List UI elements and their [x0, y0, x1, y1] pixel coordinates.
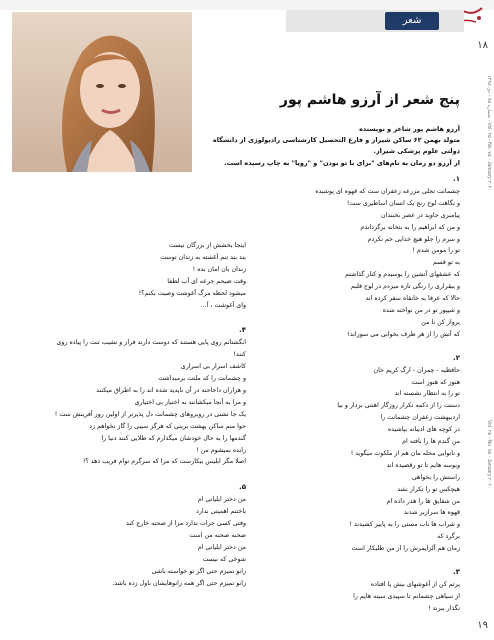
- poem-line: زمان هم آلزایمرش را از من طلبکار است: [351, 545, 460, 553]
- poem-line: شوخی که نیست: [202, 555, 246, 563]
- poem-line: وقتی کسی جرات ندارد مرا از صحنه خارج کند: [126, 520, 246, 528]
- poem-line: و شراب ها ناب مستی را به پاییز کشیدند !: [349, 521, 460, 529]
- poem-line: و چشمانت را که ملتت برمیداشت: [158, 375, 246, 383]
- poem-spacer: [254, 341, 460, 353]
- side-caption-top: شماره ۷۵ - دی ۱۳۹۸ - Vol. ۲۵ - No. ۷۵ - January ۲۰۲۰: [486, 75, 492, 192]
- poem-line: اصلا مگر ابلیس بیکارست که مرا که سرگرم توام فریب دهد ؟!: [82, 458, 246, 466]
- poem-line: یک جا تشنی در روبروهای چشمانت دل پذیرتر از اولین روز آفرینش ست !: [54, 410, 246, 418]
- poem-line: اینجا بخشش از بزرگان نیست: [169, 242, 246, 249]
- poem-line: کنند!: [233, 351, 246, 359]
- poem-line: من دختر ایلیاتی ام: [197, 543, 246, 551]
- top-band: [0, 0, 494, 10]
- poem-line: پیامبری جاوید در عصر بخبندان: [381, 211, 460, 219]
- author-intro: [198, 124, 460, 169]
- page-number: ۱۸: [477, 40, 488, 51]
- poem-spacer: [12, 468, 246, 482]
- poems-left-column: [12, 240, 246, 589]
- poem-line: زانو تمیزم حتی اگر تو خواسته باشی: [151, 567, 246, 575]
- poem-line: دستت را از دکمه تکرار روزگار اهنتی بردار و بیا: [337, 402, 460, 410]
- poem-line: زندان بان امان بده !: [192, 265, 246, 273]
- poem-line: قهوه ها سرازیر شدند: [403, 509, 460, 517]
- poem-line: راستش را بخواهی: [411, 473, 460, 481]
- poem-line: رانده نمیشوم من !: [196, 446, 246, 454]
- poem-line: که عشقهای آتشین را بوسیدم و کنار گذاشتم: [344, 271, 460, 279]
- poem-line: نگذار ببرند !: [427, 604, 460, 612]
- poem-line: صحنه صحنه من است: [189, 531, 246, 539]
- poem-line: و من که ابراهیم را به بتخانه برگرداندم: [360, 223, 460, 231]
- poem-line: کاشف اسرار بی اسراری: [180, 363, 246, 371]
- poem-spacer: [12, 311, 246, 325]
- poem-line: میشود لحظه مرگ آغوشت وصیت بکنم؟!: [138, 289, 246, 297]
- poem-line: من گندم ها را بافته ام: [402, 438, 460, 446]
- poem-line: تو را مومن شدم !: [412, 247, 460, 255]
- poem-line: پرتم کن از آغوشهای بیش پا افتاده: [370, 581, 460, 588]
- poem-line: هیچکس تو را تکرار نشد: [397, 485, 460, 493]
- intro-line: دولتی علوم پزشکی شیراز.: [373, 147, 460, 156]
- poem-line: بند بند تنم آغشته به زندان توست: [160, 253, 246, 261]
- poem-line: برگرد که: [437, 533, 460, 541]
- intro-line: آرزو هاشم پور شاعر و نویسنده: [359, 125, 460, 133]
- poem-line: حالا که عرفا به خانقاه سفر کرده اند: [365, 295, 460, 303]
- poem-line: هنوز که هنوز است: [411, 378, 460, 386]
- poem-line: وقت ضیحم جرعه ای آب لطفا: [167, 277, 246, 285]
- poem-line: چشمانت تجلی مزرعه زعفران ست که قهوه ای پوشیده: [315, 187, 460, 195]
- side-caption-bottom: Vol. ۲۵ - No. ۷۵ - January ۲۰۲۰: [486, 420, 492, 489]
- poem-spacer: [254, 555, 460, 567]
- poem-line: زانو تمیزم حتی اگر همه زانوهایشان ناول زده باشد.: [112, 579, 246, 587]
- poems-right-column: [254, 174, 460, 615]
- poem-line: از سیاهی چشمانم تا سپیدی سینه هایم را: [353, 592, 460, 600]
- poem-line: در کوچه های ادیبانه بپاشیده: [387, 426, 460, 434]
- poem-line: پرواز کن تا من: [421, 318, 460, 326]
- poem-number: ۲.: [453, 353, 460, 362]
- poem-number: ۵.: [239, 483, 246, 492]
- poem-line: حافظیه - چمران - ارگ کریم خان: [373, 366, 460, 374]
- poem-line: حوا منم ساکن بهشت برینی که هرگز سیبی را گاز نخواهم زد: [89, 422, 246, 430]
- poem-line: و نگاهت لوح رنج یک انسان اساطیری ست!: [346, 199, 460, 207]
- poem-line: و هزاران داخاحنه در آن ناپدید شده اند را به اطراق میکنند: [96, 386, 246, 394]
- poem-number: ۴.: [239, 326, 246, 335]
- intro-line: متولد بهمن ۶۲ ساکن شیراز و فارغ التحصیل کارشناسی رادیولوژی از دانشگاه: [212, 136, 460, 145]
- poem-line: گندمها را به حال خودشان میگذارم که طلایی کنند دنیا را: [101, 434, 246, 442]
- author-photo: [12, 12, 192, 172]
- poem-line: و سرم را جلو هیچ خدایی خم نکردم: [367, 235, 460, 243]
- poem-line: وای آغوشت ، آ...: [200, 301, 246, 309]
- poem-line: که آتش را از هر طرف بخوانی می سوزاند!: [347, 330, 460, 338]
- poem-line: به تو قسم: [433, 259, 460, 267]
- bottom-page-number: ۱۹: [477, 620, 488, 631]
- poem-line: من دختر ایلیاتی ام: [197, 496, 246, 504]
- poem-line: تو را به انتظار نشسته اند: [394, 390, 460, 398]
- poem-number: ۱.: [453, 175, 460, 183]
- poem-line: باختنم اهمیتی ندارد: [196, 508, 246, 516]
- section-label: شعر: [402, 15, 422, 26]
- poem-line: و نانوایی محله مان هم از ملکوت میگوید !: [350, 449, 460, 457]
- poem-line: و شیپور تو در من نواخته شده: [382, 306, 460, 314]
- poem-line: من شقایق ها را هدر داده ام: [386, 497, 460, 505]
- poem-line: اردیبهشت زعفران چشمانت را: [380, 414, 460, 422]
- article-title: پنج شعر از آرزو هاشم پور: [279, 92, 460, 108]
- poem-line: انگشتانم روی پایی هستند که دوست دارند فراز و نشیب تنت را پیاده روی: [56, 339, 246, 347]
- poem-line: وبوسه هایم تا تو رقصیده اند: [386, 461, 460, 469]
- intro-line: از آرزو دو رمان به نام‌های "برای با تو بودن" و "رویا" به چاپ رسیده است.: [224, 158, 460, 167]
- poem-number: ۳.: [453, 568, 460, 577]
- poem-line: و مرا به آنجا میکشانند به اختیار بی اختیاری: [134, 398, 246, 406]
- poem-line: و بیقراری را رنگی تازه میزدم در لوح قلبم: [350, 283, 460, 291]
